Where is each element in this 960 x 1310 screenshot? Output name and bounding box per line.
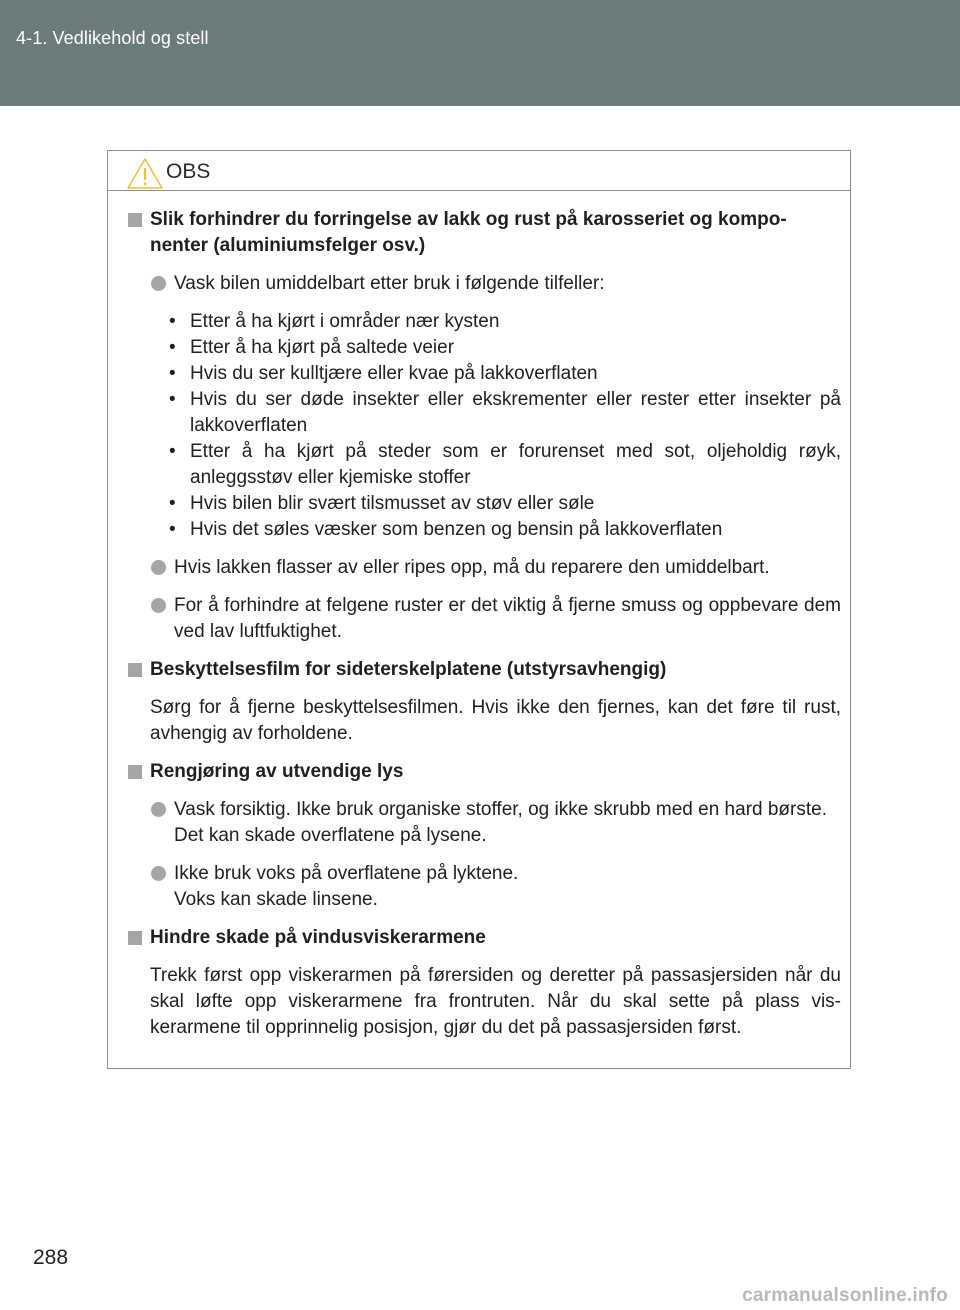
section-paragraph: Sørg for å fjerne beskyttelsesfilmen. Hvis ikke den fjernes, kan det føre til rust, avhengig av forholdene. <box>150 697 841 744</box>
caution-box-header <box>108 151 850 191</box>
bullet-dot-icon: • <box>169 363 176 384</box>
section-heading-text: Rengjøring av utvendige lys <box>150 761 404 782</box>
sub-bullet-item <box>168 335 841 361</box>
bullet-dot-icon: • <box>169 441 176 462</box>
list-item-text: Vask forsiktig. Ikke bruk organiske stoffer, og ikke skrubb med en hard børste. <box>174 799 827 820</box>
square-bullet-icon <box>128 765 142 779</box>
list-item-text: Ikke bruk voks på overflatene på lyktene. <box>174 863 519 884</box>
caution-content <box>108 191 850 1053</box>
list-item <box>128 797 841 849</box>
section-heading-text: Slik forhindrer du forringelse av lakk og rust på karosseriet og kompo-nenter (aluminiumsfelger osv.) <box>150 209 787 256</box>
section-heading <box>128 759 841 785</box>
square-bullet-icon <box>128 663 142 677</box>
square-bullet-icon <box>128 931 142 945</box>
section-title: 4-1. Vedlikehold og stell <box>16 28 209 48</box>
sub-bullet-text: Hvis du ser døde insekter eller ekskrementer eller rester etter insekter på lakkoverflaten <box>190 389 841 436</box>
bullet-dot-icon: • <box>169 389 176 410</box>
circle-bullet-icon <box>151 598 166 613</box>
sub-bullet-item <box>168 517 841 543</box>
sub-bullet-text: Hvis det søles væsker som benzen og bensin på lakkoverflaten <box>190 519 723 540</box>
sub-bullet-text: Hvis bilen blir svært tilsmusset av støv eller søle <box>190 493 595 514</box>
list-item-note: Det kan skade overflatene på lysene. <box>174 825 487 846</box>
section-heading <box>128 657 841 683</box>
section-paragraph: Trekk først opp viskerarmen på førersiden og deretter på passasjersiden når du skal løfte opp viskerarmene fra frontruten. Når du skal sette på plass vis-kerarmene til opprinnelig posisjon, gjør du det på passasjersiden først. <box>150 965 841 1038</box>
bullet-dot-icon: • <box>169 337 176 358</box>
bullet-dot-icon: • <box>169 493 176 514</box>
bullet-dot-icon: • <box>169 519 176 540</box>
section-heading <box>128 207 841 259</box>
section-heading-text: Hindre skade på vindusviskerarmene <box>150 927 486 948</box>
circle-bullet-icon <box>151 276 166 291</box>
caution-label: OBS <box>166 160 211 183</box>
list-item-note: Voks kan skade linsene. <box>174 889 378 910</box>
section-heading <box>128 925 841 951</box>
bullet-dot-icon: • <box>169 311 176 332</box>
circle-bullet-icon <box>151 802 166 817</box>
list-item-text: For å forhindre at felgene ruster er det viktig å fjerne smuss og oppbevare dem ved lav luftfuktighet. <box>174 595 841 642</box>
sub-bullet-text: Etter å ha kjørt på steder som er forurenset med sot, oljeholdig røyk, anleggsstøv eller kjemiske stoffer <box>190 441 841 488</box>
sub-bullet-item <box>168 361 841 387</box>
list-item-text: Hvis lakken flasser av eller ripes opp, må du reparere den umiddelbart. <box>174 557 770 578</box>
sub-bullet-item <box>168 387 841 439</box>
sub-bullet-item <box>168 309 841 335</box>
chapter-header-bar <box>0 0 960 106</box>
sub-bullet-text: Hvis du ser kulltjære eller kvae på lakkoverflaten <box>190 363 598 384</box>
sub-bullet-text: Etter å ha kjørt på saltede veier <box>190 337 455 358</box>
circle-bullet-icon <box>151 560 166 575</box>
sub-bullet-item <box>168 491 841 517</box>
caution-box <box>107 150 851 1069</box>
list-item <box>128 861 841 913</box>
square-bullet-icon <box>128 213 142 227</box>
section-heading-text: Beskyttelsesfilm for sideterskelplatene (utstyrsavhengig) <box>150 659 667 680</box>
watermark: carmanualsonline.info <box>742 1285 948 1306</box>
warning-triangle-icon <box>126 157 164 190</box>
sub-bullet-item <box>168 439 841 491</box>
list-item <box>128 271 841 543</box>
list-item-text: Vask bilen umiddelbart etter bruk i følgende tilfeller: <box>174 273 605 294</box>
sub-bullet-text: Etter å ha kjørt i områder nær kysten <box>190 311 500 332</box>
list-item <box>128 593 841 645</box>
circle-bullet-icon <box>151 866 166 881</box>
page-number: 288 <box>33 1246 69 1269</box>
list-item <box>128 555 841 581</box>
sub-bullet-list <box>168 309 841 543</box>
